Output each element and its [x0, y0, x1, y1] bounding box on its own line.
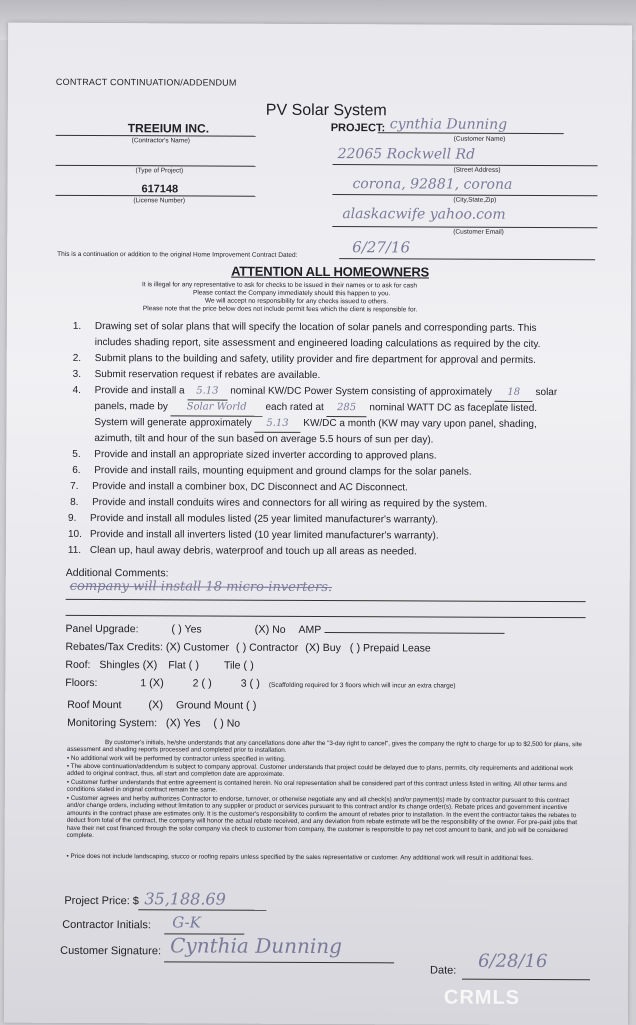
list-item-2: [73, 351, 536, 369]
list-item-4-line-4: azimuth, tilt and hour of the sun based on average 5.5 hours of sun per day).: [94, 433, 434, 446]
item-number: 7.: [70, 480, 79, 492]
roof-label: Roof:: [65, 658, 91, 672]
generation-handwritten: 5.13: [254, 416, 300, 433]
project-label: PROJECT:: [330, 122, 386, 135]
rebates-label: Rebates/Tax Credits:: [65, 640, 163, 654]
city-caption: (City,State,Zip): [453, 196, 497, 204]
item-text: nominal KW/DC Power System consisting of approximately: [230, 385, 492, 398]
item-text: Submit plans to the building and safety, utility provider and fire department for approval and permits.: [94, 353, 536, 366]
item-text: Provide and install conduits wires and connectors for all wiring as required by the system.: [92, 497, 488, 510]
fine-print-bullet-5: • Price does not include landscaping, stucco or roofing repairs unless specified by the sales representative or customer. Any additional work will result in additional fees.: [66, 852, 534, 862]
panel-upgrade-row: [66, 623, 505, 637]
roof-mount-checkbox[interactable]: (X): [148, 699, 164, 712]
buy-label: Buy: [322, 642, 341, 655]
item-number: 9.: [67, 512, 77, 524]
signature-label: Customer Signature:: [60, 944, 162, 958]
list-item-3: [73, 367, 321, 384]
item-text: nominal WATT DC as faceplate listed.: [369, 402, 538, 414]
monitoring-yes-checkbox[interactable]: (X): [165, 717, 181, 730]
item-text: Submit reservation request if rebates are available.: [94, 369, 321, 382]
attention-line-4: Please note that the price below does not include permit fees which the client is responsible for.: [142, 305, 418, 314]
item-number: 11.: [67, 544, 82, 556]
rebates-contractor-label: Contractor: [249, 641, 299, 654]
contract-page: [4, 23, 632, 1025]
panel-count-handwritten: 18: [495, 385, 533, 402]
tile-label: Tile: [223, 659, 241, 672]
panel-upgrade-label: Panel Upgrade:: [65, 622, 139, 636]
floor-3-checkbox[interactable]: ( ): [249, 677, 260, 690]
date-line: [462, 979, 590, 981]
date-handwritten: 6/28/16: [478, 950, 548, 973]
scaffolding-note: (Scaffolding required for 3 floors which will incur an extra charge): [268, 681, 456, 690]
list-item-8: [70, 495, 487, 512]
city-handwritten: corona, 92881, corona: [352, 176, 513, 193]
ground-mount-label: Ground Mount: [175, 699, 244, 712]
floor-2-label: 2: [192, 677, 199, 690]
list-item-1-cont: includes shading report, site assessment and engineered loading calculations as required by the city.: [94, 337, 541, 350]
rebates-row: [65, 641, 430, 655]
manufacturer-handwritten: Solar World: [171, 399, 263, 416]
fine-print-bullet-4: • Customer agrees and herby authorizes Contractor to endorse, turnover, or otherwise negotiate any and all check(s) and/or payment(s) made by contractor pursuant to this contract and/or change orders, including without limitation to any supplier or product or services pursuant to this contract and/or its change order(s). Rebate prices and government incentive amounts in the contract phase are estimates only. It is the customer's responsibility to confirm the amount of rebates prior to installation. In the event the contractor takes the rebates to deduct from total of the contract, the company will honor the actual rebate received, and any deviation from rebate estimate will be the responsibility of the owner. For pre-paid jobs that have their net cost financed through the solar company via check to customer from company, the customer is responsible to pay net cost amount to bank, and job will be considered complete.: [66, 794, 578, 840]
contract-date-handwritten: 6/27/16: [352, 238, 411, 257]
comments-line-1: [66, 599, 586, 602]
comments-label: Additional Comments:: [65, 566, 169, 580]
tile-checkbox[interactable]: ( ): [243, 659, 254, 672]
floor-3-label: 3: [240, 677, 247, 690]
roof-mount-label: Roof Mount: [67, 698, 122, 712]
license-caption: (License Number): [133, 197, 186, 205]
item-text: Provide and install a: [94, 385, 185, 397]
attention-line-3: We will accept no responsibility for any checks issued to others.: [204, 297, 389, 306]
customer-name-handwritten: cynthia Dunning: [389, 116, 508, 133]
panel-no-label: No: [272, 623, 286, 636]
comments-handwritten: company will install 18 micro-inverters.: [69, 578, 333, 596]
list-item-9: [68, 511, 438, 528]
date-label: Date:: [430, 964, 457, 977]
monitoring-yes-label: Yes: [183, 717, 201, 730]
prepaid-lease-checkbox[interactable]: ( ): [349, 642, 361, 655]
item-number: 4.: [72, 384, 81, 396]
crmls-watermark: CRMLS: [443, 986, 521, 1009]
rebates-contractor-checkbox[interactable]: ( ): [235, 641, 247, 654]
license-number: 617148: [141, 183, 179, 196]
list-item-11: [68, 543, 417, 560]
initials-label: Contractor Initials:: [62, 918, 151, 932]
project-type-caption: (Type of Project): [135, 167, 184, 175]
item-number: 2.: [72, 352, 82, 364]
item-number: 8.: [70, 496, 79, 508]
prepaid-lease-label: Prepaid Lease: [363, 642, 431, 655]
price-line: [138, 909, 266, 911]
buy-checkbox[interactable]: (X): [305, 641, 320, 655]
mount-row: [67, 699, 256, 712]
contract-date-line: [339, 258, 595, 260]
email-caption: (Customer Email): [453, 228, 504, 236]
list-item-7: [70, 479, 408, 496]
signature-handwritten: Cynthia Dunning: [170, 933, 343, 959]
item-text: KW/DC a month (KW may vary upon panel, shading,: [303, 417, 537, 430]
signature-line: [164, 961, 394, 963]
item-number: 10.: [67, 528, 82, 540]
item-number: 6.: [72, 464, 81, 476]
street-handwritten: 22065 Rockwell Rd: [337, 146, 476, 163]
contractor-caption: (Contractor's Name): [131, 137, 190, 145]
watt-rating-handwritten: 285: [327, 400, 367, 417]
street-caption: (Street Address): [453, 166, 501, 174]
document-title: PV Solar System: [265, 101, 387, 120]
cancellation-paragraph: By customer's initials, he/she understands that any cancellations done after the "3-day right to cancel", gives the company the right to charge for up to $2,500 for plans, site assessment and shading reports processed and completed prior to installation.: [66, 739, 582, 755]
fine-print-bullet-3: • Customer further understands that entire agreement is contained herein. No oral representation shall be considered part of this contract unless listed in writing. All other terms and conditions stated in original contract remain the same.: [66, 778, 567, 794]
amp-label: AMP: [298, 623, 322, 637]
rebates-customer-checkbox[interactable]: (X): [165, 641, 181, 654]
fine-print-bullet-2: • The above continuation/addendum is subject to company approval. Customer understands that project could be delayed due to plans, permits, city requirements and additional work added to original contract, thus, all start and completion date are approximate.: [66, 762, 574, 779]
floors-row: [65, 677, 455, 691]
floors-label: Floors:: [65, 676, 98, 690]
item-number: 3.: [72, 368, 82, 380]
item-text: Provide and install a combiner box, DC Disconnect and AC Disconnect.: [92, 481, 408, 494]
monitoring-no-checkbox[interactable]: ( ): [213, 717, 224, 730]
kw-value-handwritten: 5.13: [187, 383, 227, 400]
shingles-label: Shingles: [99, 659, 140, 672]
item-text: panels, made by: [94, 401, 168, 413]
item-text: solar: [535, 386, 558, 399]
amp-line: [324, 632, 504, 634]
flat-label: Flat: [168, 659, 186, 672]
contractor-name: TREEIUM INC.: [127, 121, 210, 136]
monitoring-no-label: No: [226, 717, 241, 730]
roof-row: [65, 659, 253, 672]
item-text: Clean up, haul away debris, waterproof and touch up all areas as needed.: [89, 545, 417, 558]
continuation-text: This is a continuation or addition to the original Home Improvement Contract Dated:: [57, 250, 298, 259]
ground-mount-checkbox[interactable]: ( ): [246, 699, 257, 712]
rebates-customer-label: Customer: [183, 641, 229, 654]
shingles-checkbox[interactable]: (X): [142, 659, 158, 672]
floor-1-label: 1: [140, 677, 147, 690]
list-item-10: [68, 527, 439, 544]
customer-name-line: [378, 132, 564, 134]
item-text: Provide and install all inverters listed (10 year limited manufacturer's warranty).: [89, 529, 439, 542]
price-handwritten: 35,188.69: [144, 889, 226, 909]
panel-yes-label: Yes: [184, 623, 202, 636]
item-text: Provide and install rails, mounting equipment and ground clamps for the solar panels.: [94, 465, 472, 478]
item-number: 1.: [72, 320, 82, 332]
comments-line-2: [66, 615, 586, 618]
floor-1-checkbox[interactable]: (X): [149, 677, 164, 690]
attention-line-2: Please contact the Company immediately should this happen to you.: [192, 289, 391, 298]
item-number: 5.: [72, 448, 81, 460]
list-item-1: [73, 319, 537, 337]
panel-yes-checkbox[interactable]: ( ): [171, 623, 182, 636]
attention-line-1: It is illegal for any representative to ask for checks to be issued in their names or to ask for cash: [142, 281, 417, 290]
monitoring-row: [67, 717, 240, 730]
item-text: each rated at: [265, 401, 324, 414]
form-type: CONTRACT CONTINUATION/ADDENDUM: [55, 76, 237, 88]
monitoring-label: Monitoring System:: [67, 716, 158, 730]
list-item-5: [72, 447, 437, 464]
attention-heading: ATTENTION ALL HOMEOWNERS: [231, 263, 430, 280]
item-text: Drawing set of solar plans that will specify the location of solar panels and corresponding parts. This: [94, 321, 537, 334]
item-text: Provide and install an appropriate sized inverter according to approved plans.: [94, 449, 437, 462]
price-label: Project Price: $: [64, 894, 139, 908]
item-text: Provide and install all modules listed (25 year limited manufacturer's warranty).: [89, 513, 439, 526]
customer-name-caption: (Customer Name): [453, 135, 506, 143]
item-text: System will generate approximately: [94, 417, 252, 429]
list-item-6: [72, 463, 472, 480]
email-handwritten: alaskacwife yahoo.com: [342, 206, 506, 223]
fine-print-bullet-1: • No additional work will be performed by contractor unless specified in writing.: [66, 754, 286, 763]
panel-no-checkbox[interactable]: (X): [254, 623, 270, 636]
floor-2-checkbox[interactable]: ( ): [201, 677, 212, 690]
initials-handwritten: G-K: [172, 913, 201, 932]
flat-checkbox[interactable]: ( ): [188, 659, 200, 672]
